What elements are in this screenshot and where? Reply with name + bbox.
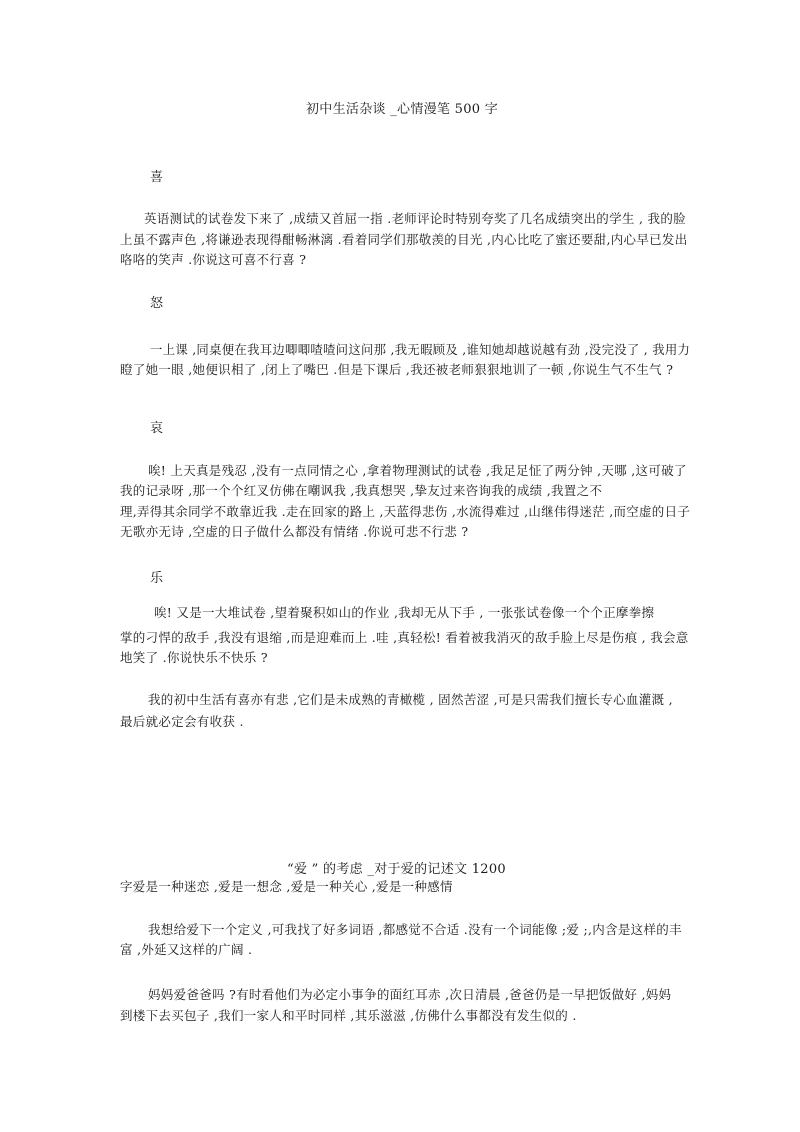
paragraph-line: 地笑了 .你说快乐不快乐 ? <box>120 650 268 665</box>
paragraph-line: 上虽不露声色 ,将谦逊表现得酣畅淋漓 .看着同学们那敬羡的目光 ,内心比吃了蜜还要甜,内心早已发出 <box>120 232 688 247</box>
section-heading-joy: 喜 <box>150 170 164 185</box>
section-heading-anger: 怒 <box>150 296 164 311</box>
second-article-subtitle: 字爱是一种迷恋 ,爱是一想念 ,爱是一种关心 ,爱是一种感情 <box>120 879 453 894</box>
paragraph-line: 我的记录呀 ,那一个个红叉仿佛在嘲讽我 ,我真想哭 ,挚友过来咨询我的成绩 ,我置之不 <box>120 483 603 498</box>
paragraph-line: 一上课 ,同桌便在我耳边唧唧喳喳问这问那 ,我无暇顾及 ,谁知她却越说越有劲 ,没完没了 , 我用力 <box>150 342 691 357</box>
paragraph-line: 妈妈爱爸爸吗 ?有时看他们为必定小事争的面红耳赤 ,次日清晨 ,爸爸仍是一早把饭做好 ,妈妈 <box>148 987 672 1002</box>
paragraph-line: 掌的刁悍的敌手 ,我没有退缩 ,而是迎难而上 .哇 ,真轻松! 看着被我消灭的敌手脸上尽是伤痕 , 我会意 <box>120 630 689 645</box>
page-title: 初中生活杂谈 _心情漫笔 500 字 <box>306 102 499 117</box>
paragraph-line: 咯咯的笑声 .你说这可喜不行喜 ? <box>120 252 307 267</box>
paragraph-line: 理,弄得其余同学不敢靠近我 .走在回家的路上 ,天蓝得悲伤 ,水流得难过 ,山继伟得迷茫 ,而空虚的日子 <box>120 504 691 519</box>
paragraph-line: 唉! 上天真是残忍 ,没有一点同情之心 ,拿着物理测试的试卷 ,我足足怔了两分钟 ,天哪 ,这可破了 <box>148 463 687 478</box>
paragraph-line: 我的初中生活有喜亦有悲 ,它们是未成熟的青橄榄 , 固然苦涩 ,可是只需我们擅长专心血灌溉 , <box>148 692 673 707</box>
paragraph-line: 到楼下去买包子 ,我们一家人和平时同样 ,其乐滋滋 ,仿佛什么事都没有发生似的 . <box>120 1008 577 1023</box>
second-article-title: “爱 ” 的考虑 _对于爱的记述文 1200 <box>287 862 507 877</box>
section-heading-sorrow: 哀 <box>150 421 164 436</box>
paragraph-line: 我想给爱下一个定义 ,可我找了好多词语 ,都感觉不合适 .没有一个词能像 ;爱 ;,内含是这样的丰 <box>148 922 682 937</box>
paragraph-line: 英语测试的试卷发下来了 ,成绩又首屈一指 .老师评论时特别夸奖了几名成绩突出的学生 , 我的脸 <box>144 211 686 226</box>
paragraph-line: 最后就必定会有收获 . <box>120 714 244 729</box>
section-heading-happiness: 乐 <box>150 571 164 586</box>
paragraph-line: 唉! 又是一大堆试卷 ,望着聚积如山的作业 ,我却无从下手 , 一张张试卷像一个个正摩拳擦 <box>154 605 655 620</box>
paragraph-line: 富 ,外延又这样的广阔 . <box>120 942 253 957</box>
paragraph-line: 瞪了她一眼 ,她便识相了 ,闭上了嘴巴 .但是下课后 ,我还被老师狠狠地训了一顿 ,你说生气不生气 ? <box>120 362 674 377</box>
paragraph-line: 无歌亦无诗 ,空虚的日子做什么都没有情绪 .你说可悲不行悲 ? <box>120 524 469 539</box>
